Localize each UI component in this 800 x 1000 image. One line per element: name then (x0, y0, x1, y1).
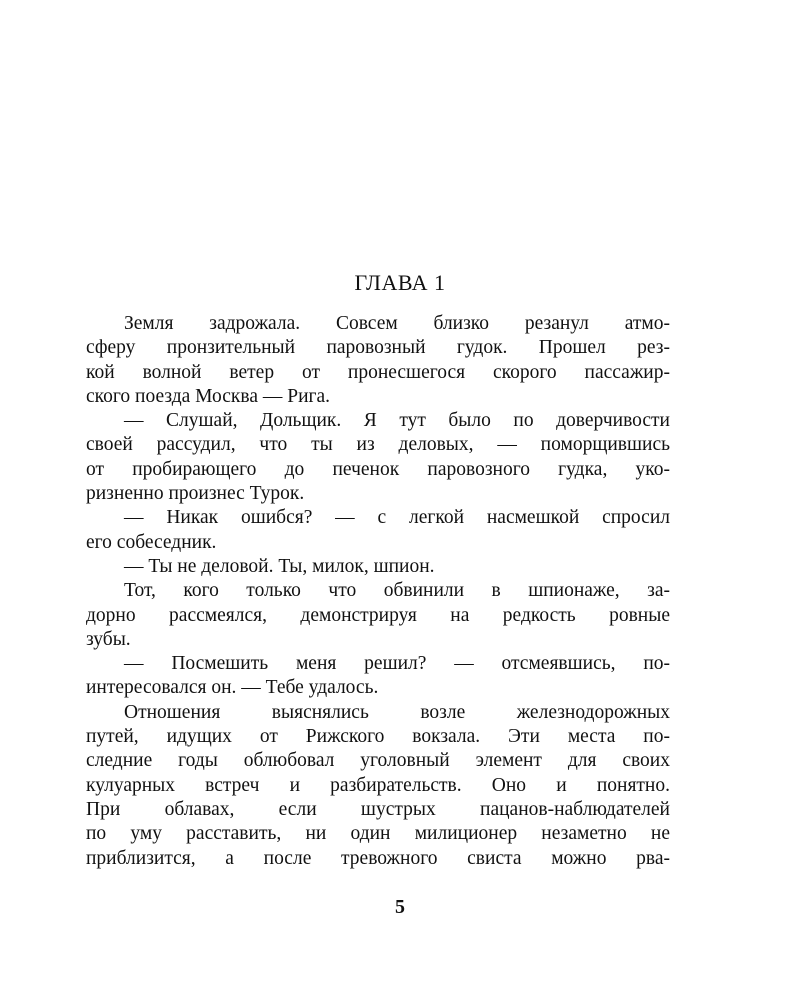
text-line: Отношения выяснялись возле железнодорожных (124, 701, 670, 723)
text-line: следние годы облюбовал уголовный элемент для своих (86, 750, 670, 772)
text-line: интересовался он. — Тебе удалось. (86, 677, 379, 699)
body-text (86, 312, 670, 871)
text-line: кулуарных встреч и разбирательств. Оно и понятно. (86, 774, 670, 796)
text-line: При облавах, если шустрых пацанов-наблюдателей (86, 798, 670, 820)
text-line: сферу пронзительный паровозный гудок. Прошел рез- (86, 337, 670, 359)
text-line: ризненно произнес Турок. (86, 483, 305, 505)
text-line: кой волной ветер от пронесшегося скорого пассажир- (86, 361, 670, 383)
text-line: приблизится, а после тревожного свиста можно рва- (86, 847, 670, 869)
text-line: — Слушай, Дольщик. Я тут было по доверчивости (124, 410, 670, 432)
text-line: его собеседник. (86, 531, 217, 553)
text-line: своей рассудил, что ты из деловых, — поморщившись (86, 434, 670, 456)
text-line: дорно рассмеялся, демонстрируя на редкость ровные (86, 604, 670, 626)
text-line: по уму расставить, ни один милиционер незаметно не (86, 823, 670, 845)
chapter-title: ГЛАВА 1 (354, 270, 446, 295)
text-line: — Ты не деловой. Ты, милок, шпион. (124, 555, 435, 577)
text-line: путей, идущих от Рижского вокзала. Эти места по- (86, 726, 670, 748)
page-number: 5 (395, 896, 405, 918)
text-line: — Посмешить меня решил? — отсмеявшись, по- (124, 653, 670, 675)
text-line: — Никак ошибся? — с легкой насмешкой спросил (124, 507, 670, 529)
text-line: зубы. (86, 628, 131, 650)
text-line: ского поезда Москва — Рига. (86, 385, 331, 407)
text-line: Тот, кого только что обвинили в шпионаже, за- (124, 580, 670, 602)
text-line: Земля задрожала. Совсем близко резанул атмо- (124, 313, 670, 334)
text-line: от пробирающего до печенок паровозного гудка, уко- (86, 458, 670, 480)
